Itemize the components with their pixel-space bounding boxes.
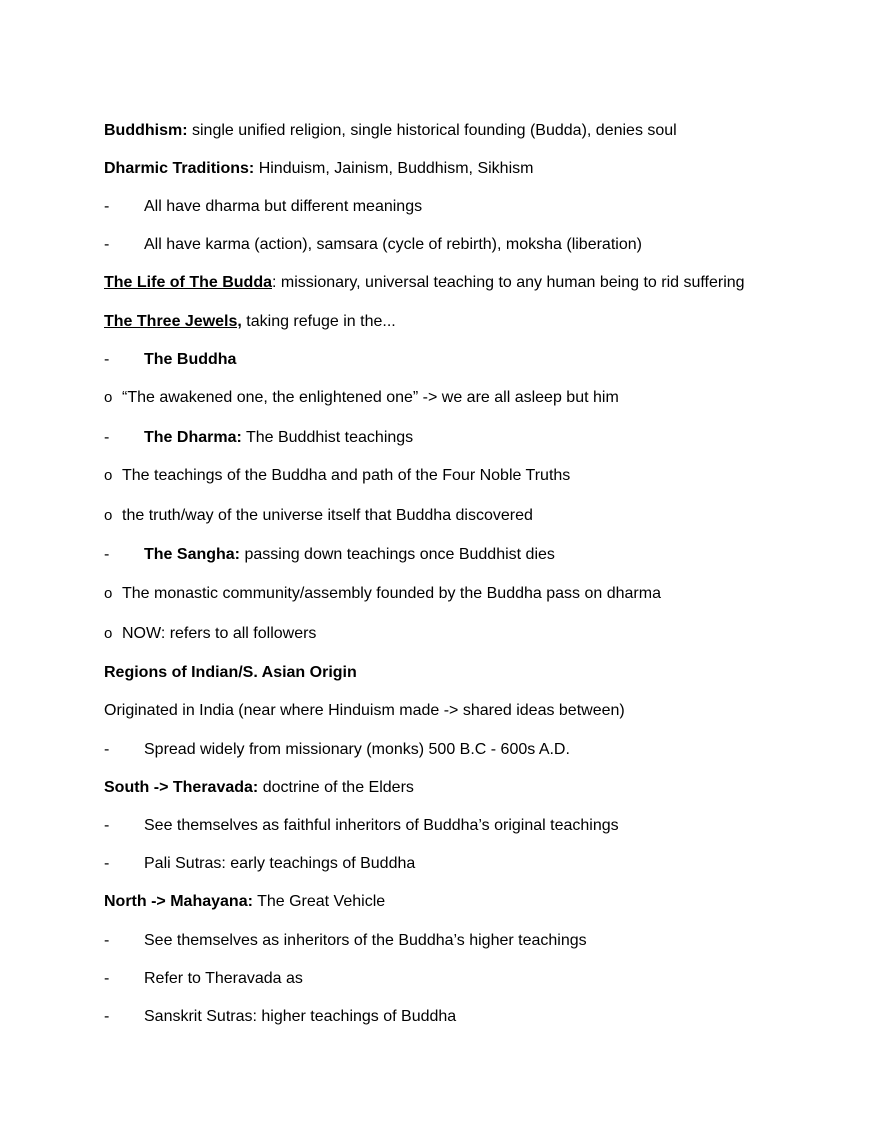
list-item: See themselves as inheritors of the Buddha’s higher teachings [144, 932, 587, 949]
the-dharma-text: The Buddhist teachings [241, 429, 414, 446]
list-item: All have karma (action), samsara (cycle of rebirth), moksha (liberation) [144, 236, 642, 253]
dharmic-label: Dharmic Traditions: [104, 160, 255, 177]
circle-bullet: o [104, 389, 113, 406]
dharmic-traditions [104, 159, 533, 179]
dash-bullet: - [104, 351, 110, 368]
sub-list-item: The monastic community/assembly founded by the Buddha pass on dharma [122, 585, 661, 602]
dash-bullet: - [104, 817, 110, 834]
list-item: Sanskrit Sutras: higher teachings of Buddha [144, 1008, 457, 1025]
buddhism-definition [104, 121, 677, 141]
origin-text: Originated in India (near where Hinduism made -> shared ideas between) [104, 702, 625, 719]
dash-bullet: - [104, 546, 110, 563]
list-item: See themselves as faithful inheritors of Buddha’s original teachings [144, 817, 619, 834]
list-item: Spread widely from missionary (monks) 500 B.C - 600s A.D. [144, 741, 570, 758]
dash-bullet: - [104, 429, 110, 446]
three-jewels-label: The Three Jewels, [104, 313, 242, 330]
dharmic-text: Hinduism, Jainism, Buddhism, Sikhism [254, 160, 534, 177]
the-sangha-label: The Sangha: [144, 546, 241, 563]
life-of-budda-text: : missionary, universal teaching to any human being to rid suffering [272, 274, 745, 291]
sub-list-item: NOW: refers to all followers [122, 625, 317, 642]
regions-heading: Regions of Indian/S. Asian Origin [104, 664, 357, 681]
dash-bullet: - [104, 932, 110, 949]
theravada-heading [104, 778, 414, 798]
circle-bullet: o [104, 585, 113, 602]
list-item: Refer to Theravada as [144, 970, 303, 987]
dash-bullet: - [104, 741, 110, 758]
three-jewels-text: taking refuge in the... [241, 313, 396, 330]
life-of-budda [104, 273, 745, 293]
three-jewels [104, 312, 396, 332]
theravada-text: doctrine of the Elders [258, 779, 414, 796]
list-item: Pali Sutras: early teachings of Buddha [144, 855, 416, 872]
buddhism-label: Buddhism: [104, 122, 188, 139]
dash-bullet: - [104, 855, 110, 872]
dash-bullet: - [104, 1008, 110, 1025]
the-dharma-item [144, 428, 413, 448]
the-buddha-heading: The Buddha [144, 351, 237, 368]
mahayana-heading [104, 892, 385, 912]
sub-list-item: The teachings of the Buddha and path of the Four Noble Truths [122, 467, 571, 484]
dash-bullet: - [104, 198, 110, 215]
mahayana-text: The Great Vehicle [252, 893, 386, 910]
circle-bullet: o [104, 625, 113, 642]
circle-bullet: o [104, 507, 113, 524]
dash-bullet: - [104, 970, 110, 987]
sub-list-item: the truth/way of the universe itself that Buddha discovered [122, 507, 533, 524]
buddhism-text: single unified religion, single historical founding (Budda), denies soul [187, 122, 677, 139]
sub-list-item: “The awakened one, the enlightened one” -> we are all asleep but him [122, 389, 619, 406]
dash-bullet: - [104, 236, 110, 253]
the-sangha-text: passing down teachings once Buddhist dies [240, 546, 555, 563]
life-of-budda-label: The Life of The Budda [104, 274, 272, 291]
circle-bullet: o [104, 467, 113, 484]
mahayana-label: North -> Mahayana: [104, 893, 253, 910]
the-dharma-label: The Dharma: [144, 429, 242, 446]
list-item: All have dharma but different meanings [144, 198, 423, 215]
the-sangha-item [144, 545, 555, 565]
theravada-label: South -> Theravada: [104, 779, 259, 796]
